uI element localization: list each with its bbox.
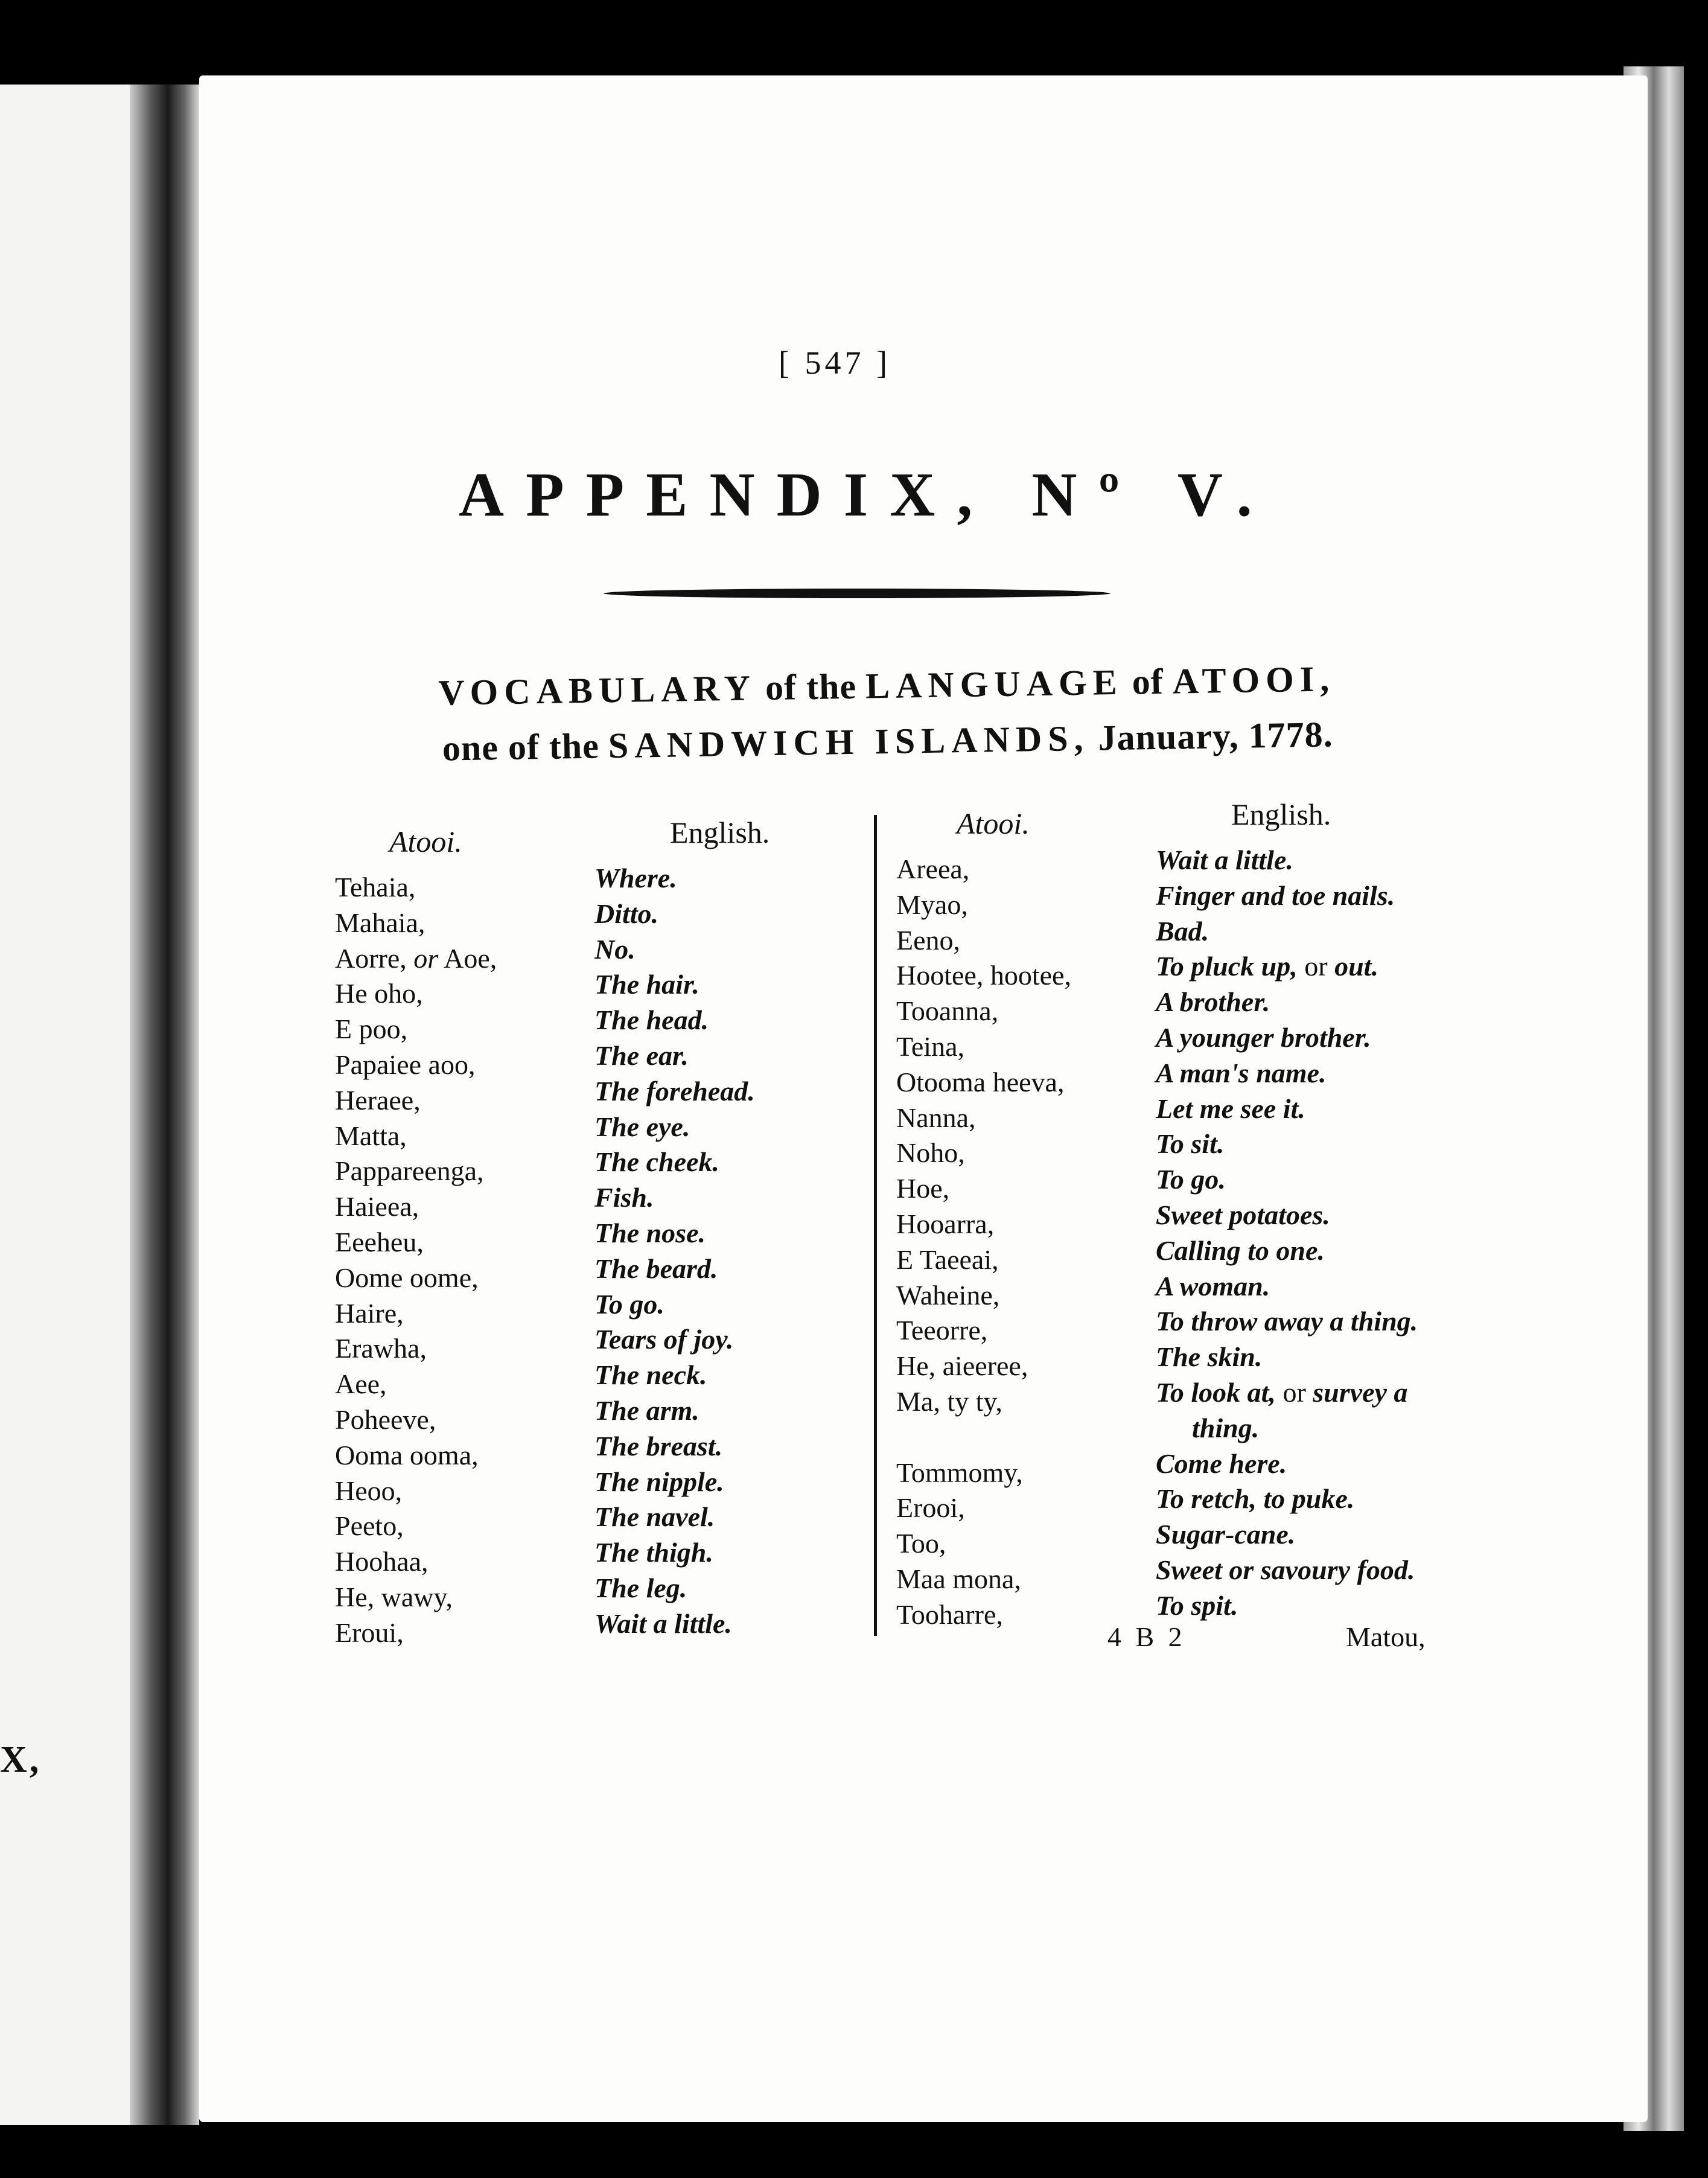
right-english-column — [1156, 797, 1418, 1624]
english-gloss: Where. — [594, 863, 677, 893]
english-gloss: The ear. — [594, 1040, 689, 1071]
atooi-word: Erooi, — [896, 1492, 965, 1524]
title-word: SANDWICH ISLANDS, — [608, 718, 1090, 766]
atooi-word: Peeto, — [335, 1510, 404, 1542]
ornamental-rule — [604, 589, 1111, 598]
atooi-word: Heraee, — [335, 1084, 421, 1116]
english-gloss: The arm. — [594, 1394, 699, 1426]
left-english-column — [594, 815, 770, 1642]
atooi-word: Matta, — [335, 1120, 407, 1151]
atooi-word: Hoe, — [896, 1173, 950, 1204]
title-word: one of the — [442, 726, 600, 768]
atooi-word: Papaiee aoo, — [335, 1049, 476, 1080]
book-gutter — [130, 85, 199, 2125]
atooi-word: Haire, — [335, 1297, 404, 1329]
atooi-word: Ma, ty ty, — [896, 1385, 1002, 1417]
english-gloss: Bad. — [1156, 915, 1209, 947]
atooi-word: He, aieeree, — [896, 1350, 1028, 1382]
vocabulary-title — [325, 649, 1450, 778]
atooi-word: Heoo, — [335, 1475, 403, 1506]
english-gloss: The nose. — [594, 1217, 706, 1248]
atooi-word: He oho, — [335, 978, 423, 1009]
signature-mark: 4 B 2 — [1107, 1621, 1186, 1652]
atooi-word: Hoohaa, — [335, 1546, 429, 1577]
english-gloss: Fish. — [594, 1182, 654, 1213]
title-word: of the — [765, 666, 857, 708]
title-word: LANGUAGE — [865, 662, 1124, 706]
english-gloss: The nipple. — [594, 1466, 724, 1497]
english-gloss: Sweet potatoes. — [1156, 1199, 1330, 1230]
atooi-word: Ooma ooma, — [335, 1439, 479, 1471]
atooi-word: Eeeheu, — [335, 1226, 424, 1257]
atooi-word: Eroui, — [335, 1617, 404, 1648]
title-word: January, 1778. — [1098, 714, 1334, 758]
atooi-word: Pappareenga, — [335, 1155, 484, 1187]
entry-gap — [896, 1420, 1071, 1455]
english-gloss: To throw away a thing. — [1156, 1306, 1418, 1337]
atooi-word: Tooharre, — [896, 1598, 1003, 1630]
atooi-word: Hootee, hootee, — [896, 960, 1071, 991]
english-gloss: No. — [594, 933, 636, 965]
atooi-word: Haieea, — [335, 1191, 419, 1222]
english-gloss: The leg. — [594, 1572, 687, 1603]
atooi-word: E poo, — [335, 1014, 408, 1045]
atooi-word: Mahaia, — [335, 907, 425, 938]
title-word: ATOOI, — [1172, 659, 1336, 701]
page-number: [ 547 ] — [779, 345, 891, 381]
english-gloss: Sugar-cane. — [1156, 1519, 1296, 1550]
english-gloss: Finger and toe nails. — [1156, 880, 1395, 911]
english-gloss-continuation: thing. — [1192, 1412, 1260, 1443]
atooi-word: E Taeeai, — [896, 1244, 999, 1275]
english-gloss: The hair. — [594, 969, 699, 1000]
english-gloss: The cheek. — [594, 1146, 719, 1178]
english-gloss: Calling to one. — [1156, 1234, 1325, 1266]
previous-page-fragment: X, — [0, 1739, 42, 1780]
atooi-word: Aee, — [335, 1368, 387, 1400]
english-gloss: To look at, or survey a — [1156, 1376, 1408, 1408]
english-gloss: The skin. — [1156, 1341, 1263, 1373]
english-gloss: A brother. — [1156, 986, 1270, 1018]
atooi-word: He, wawy, — [335, 1581, 453, 1612]
appendix-title: APPENDIX, Nº V. — [459, 460, 1274, 529]
atooi-word: Myao, — [896, 889, 968, 920]
english-gloss: A woman. — [1156, 1270, 1270, 1301]
previous-page — [0, 85, 151, 2125]
atooi-word: Otooma heeva, — [896, 1066, 1065, 1097]
atooi-word: Nanna, — [896, 1102, 976, 1133]
english-gloss: Sweet or savoury food. — [1156, 1554, 1415, 1585]
atooi-word: Too, — [896, 1528, 946, 1559]
atooi-word: Eeno, — [896, 924, 961, 956]
left-atooi-column — [335, 824, 497, 1651]
atooi-word: Poheeve, — [335, 1404, 436, 1435]
english-gloss: The head. — [594, 1004, 709, 1036]
english-gloss: Let me see it. — [1156, 1093, 1305, 1124]
english-gloss: To pluck up, or out. — [1156, 951, 1378, 982]
english-gloss: A younger brother. — [1156, 1021, 1371, 1053]
catchword: Matou, — [1346, 1621, 1426, 1652]
english-gloss: The navel. — [594, 1501, 715, 1533]
column-header: Atooi. — [957, 806, 1030, 840]
english-gloss: To go. — [1156, 1164, 1226, 1195]
english-gloss: Tears of joy. — [594, 1324, 734, 1355]
english-gloss: The neck. — [594, 1359, 707, 1391]
english-gloss: Wait a little. — [1156, 845, 1293, 875]
atooi-word: Hooarra, — [896, 1208, 995, 1239]
english-gloss: Come here. — [1156, 1448, 1287, 1479]
atooi-word: Maa mona, — [896, 1563, 1021, 1594]
atooi-word: Oome oome, — [335, 1262, 479, 1293]
atooi-word: Aorre, or Aoe, — [335, 942, 497, 974]
english-gloss: To sit. — [1156, 1128, 1225, 1160]
atooi-word: Erawha, — [335, 1333, 427, 1364]
atooi-word: Tommomy, — [896, 1457, 1023, 1488]
english-gloss: To go. — [594, 1288, 664, 1320]
atooi-word: Tooanna, — [896, 995, 999, 1027]
english-gloss: To spit. — [1156, 1589, 1238, 1621]
english-gloss: The beard. — [594, 1253, 718, 1284]
english-gloss: The forehead. — [594, 1075, 755, 1107]
atooi-word: Teeorre, — [896, 1315, 988, 1346]
english-gloss: The thigh. — [594, 1537, 713, 1568]
atooi-word: Noho, — [896, 1137, 965, 1169]
title-word: VOCABULARY — [438, 668, 757, 713]
english-gloss: The eye. — [594, 1111, 690, 1142]
english-gloss: Ditto. — [594, 898, 659, 929]
atooi-word: Waheine, — [896, 1279, 1000, 1311]
atooi-word: Areea, — [896, 854, 970, 884]
column-header: Atooi. — [389, 825, 462, 858]
right-atooi-column — [896, 806, 1071, 1633]
atooi-word: Tehaia, — [335, 872, 416, 902]
english-gloss: The breast. — [594, 1430, 723, 1461]
english-gloss: Wait a little. — [594, 1608, 732, 1639]
english-gloss: A man's name. — [1156, 1057, 1327, 1088]
english-gloss: To retch, to puke. — [1156, 1483, 1355, 1515]
column-header: English. — [670, 816, 770, 849]
column-divider — [874, 815, 877, 1636]
column-header: English. — [1231, 797, 1331, 831]
title-word: of — [1132, 661, 1164, 702]
atooi-word: Teina, — [896, 1030, 965, 1062]
